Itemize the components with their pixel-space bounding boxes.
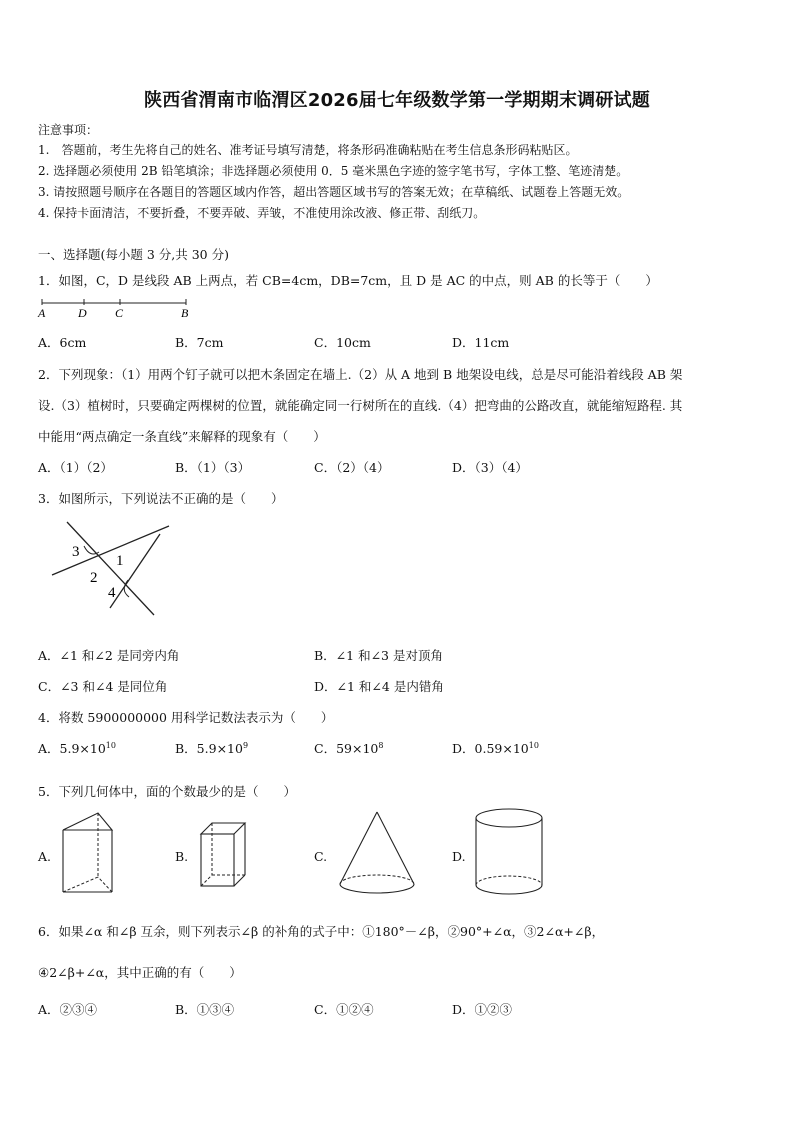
option-text: B．5.9×10 [175, 741, 243, 756]
angles-figure [50, 518, 175, 618]
question-2-line: 中能用“两点确定一条直线”来解释的现象有（ ） [38, 429, 326, 444]
cone-figure [336, 809, 418, 897]
section-heading: 一、选择题(每小题 3 分,共 30 分) [38, 247, 229, 262]
note-item: 3. 请按照题号顺序在各题目的答题区域内作答，超出答题区域书写的答案无效；在草稿纸、试题卷上答题无效。 [38, 185, 630, 199]
segment-figure [34, 296, 199, 320]
exponent: 10 [528, 740, 539, 750]
option-c: C．①②④ [314, 1002, 374, 1017]
question-4-stem: 4．将数 5900000000 用科学记数法表示为（ ） [38, 710, 334, 725]
option-b [175, 739, 248, 757]
question-2-line: 设.（3）植树时，只要确定两棵树的位置，就能确定同一行树所在的直线.（4）把弯曲的公路改直，就能缩短路程. 其 [38, 398, 683, 413]
option-b: B．（1）（3） [175, 460, 251, 475]
option-d: D．（3）（4） [452, 460, 528, 475]
option-a: A．（1）（2） [38, 460, 113, 475]
option-b: B. [175, 849, 189, 864]
option-text: A．5.9×10 [38, 741, 106, 756]
question-6-line: 6．如果∠α 和∠β 互余，则下列表示∠β 的补角的式子中：①180°－∠β，②90°+∠α，③2∠α+∠β， [38, 924, 605, 939]
option-d: D．∠1 和∠4 是内错角 [314, 679, 444, 694]
question-1-stem: 1．如图，C，D 是线段 AB 上两点，若 CB=4cm，DB=7cm，且 D 是 AC 的中点，则 AB 的长等于（ ） [38, 273, 658, 288]
option-d: D. [452, 849, 466, 864]
note-item: 1. 答题前，考生先将自己的姓名、准考证号填写清楚，将条形码准确粘贴在考生信息条形码粘贴区。 [38, 143, 578, 157]
option-b: B．∠1 和∠3 是对顶角 [314, 648, 443, 663]
option-text: C．59×10 [314, 741, 379, 756]
option-d: D．11cm [452, 335, 510, 350]
option-text: D．0.59×10 [452, 741, 529, 756]
point-label: B [181, 306, 189, 320]
point-label: C [115, 306, 124, 320]
option-a: A．6cm [38, 335, 87, 350]
exponent: 9 [242, 740, 249, 750]
notes-heading: 注意事项： [38, 123, 99, 137]
question-6-line: ④2∠β+∠α，其中正确的有（ ） [38, 965, 242, 980]
option-c: C. [314, 849, 328, 864]
option-c [314, 739, 383, 757]
option-d [452, 739, 539, 757]
cylinder-figure [472, 805, 548, 899]
rectangular-box-figure [198, 820, 250, 890]
angle-label: 2 [90, 570, 98, 586]
option-a [38, 739, 116, 757]
question-2-line: 2．下列现象：（1）用两个钉子就可以把木条固定在墙上.（2）从 A 地到 B 地架设电线，总是尽可能沿着线段 AB 架 [38, 367, 683, 382]
question-5-stem: 5．下列几何体中，面的个数最少的是（ ） [38, 784, 296, 799]
triangular-prism-figure [60, 806, 118, 898]
exponent: 8 [378, 740, 384, 750]
option-a: A．②③④ [38, 1002, 98, 1017]
option-b: B．①③④ [175, 1002, 235, 1017]
option-c: C．10cm [314, 335, 371, 350]
exponent: 10 [105, 740, 116, 750]
angle-label: 1 [116, 553, 124, 569]
option-a: A. [38, 849, 52, 864]
note-item: 2. 选择题必须使用 2B 铅笔填涂；非选择题必须使用 0．5 毫米黑色字迹的签字笔书写，字体工整、笔迹清楚。 [38, 164, 629, 178]
option-a: A．∠1 和∠2 是同旁内角 [38, 648, 180, 663]
option-b: B．7cm [175, 335, 224, 350]
option-c: C．∠3 和∠4 是同位角 [38, 679, 168, 694]
question-3-stem: 3．如图所示，下列说法不正确的是（ ） [38, 491, 284, 506]
page-title: 陕西省渭南市临渭区2026届七年级数学第一学期期末调研试题 [144, 90, 650, 111]
angle-label: 4 [108, 585, 116, 601]
option-d: D．①②③ [452, 1002, 513, 1017]
point-label: D [78, 306, 87, 320]
angle-label: 3 [72, 544, 80, 560]
option-c: C．（2）（4） [314, 460, 390, 475]
point-label: A [38, 306, 46, 320]
note-item: 4. 保持卡面清洁，不要折叠，不要弄破、弄皱，不准使用涂改液、修正带、刮纸刀。 [38, 206, 486, 220]
